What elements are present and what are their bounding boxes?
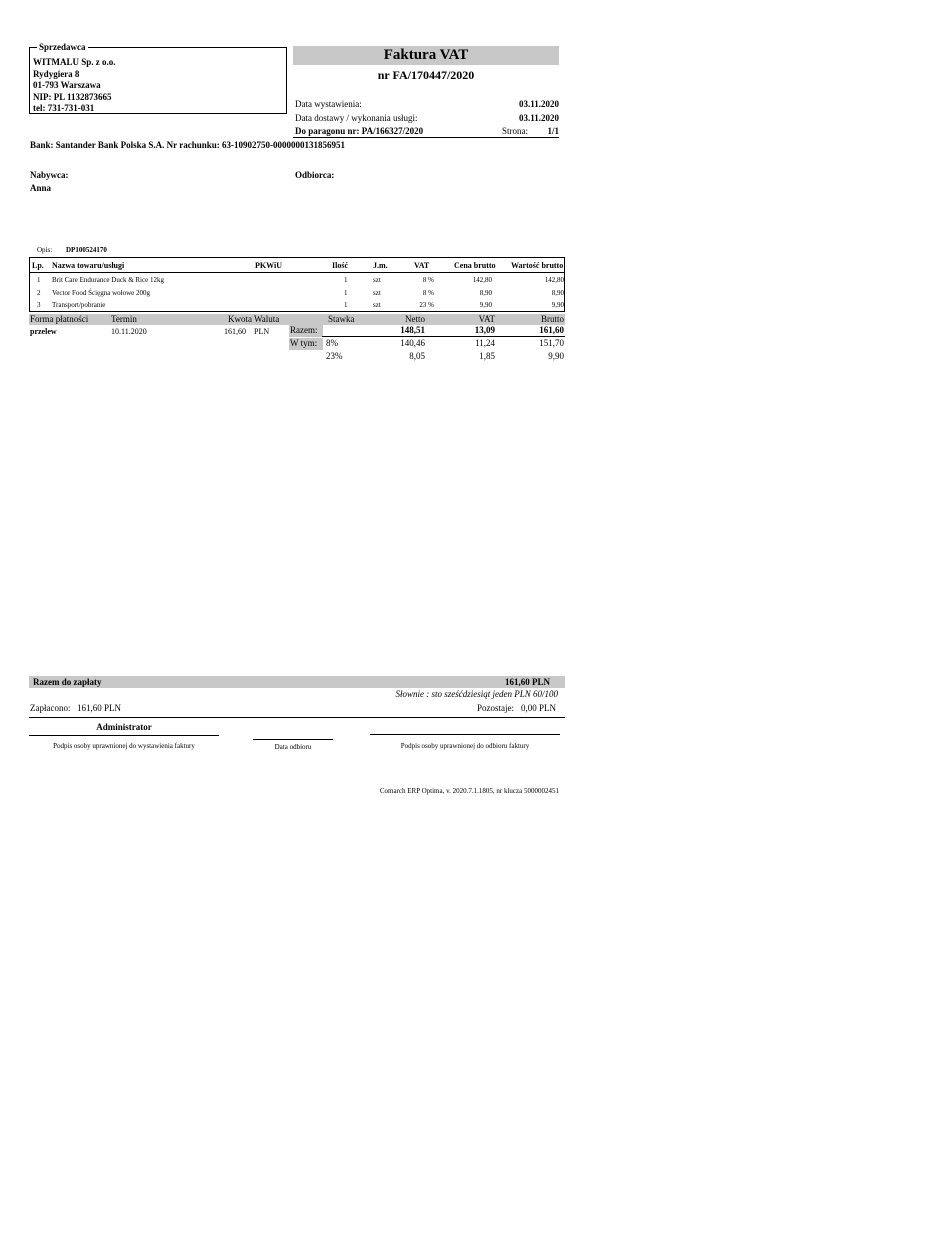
item-lp: 3 [37, 301, 41, 309]
item-price: 9,90 [479, 301, 492, 309]
seller-city: 01-793 Warszawa [33, 80, 101, 90]
total-in-words: Słownie : sto sześćdziesiąt jeden PLN 60/100 [395, 689, 558, 699]
item-vat: 8 % [422, 289, 434, 297]
issuer-name: Administrator [96, 722, 152, 732]
summary-divider [29, 717, 565, 718]
vat-total-label: Razem: [289, 325, 323, 337]
buyer-label: Nabywca: [30, 170, 69, 180]
payment-header-currency: Waluta [254, 314, 280, 324]
paid-label: Zapłacono: [30, 703, 71, 713]
vat-row-rate: 8% [326, 338, 338, 348]
bank-line: Bank: Santander Bank Polska S.A. Nr rachunku: 63-10902750-0000000131856951 [30, 140, 345, 150]
page-value: 1/1 [547, 126, 559, 136]
items-header-name: Nazwa towaru/usługi [52, 261, 125, 270]
payment-header-amount: Kwota [228, 314, 252, 324]
item-unit: szt [373, 276, 381, 284]
paid-value: 161,60 PLN [77, 703, 122, 713]
item-price: 8,90 [479, 289, 492, 297]
seller-tel: tel: 731-731-031 [33, 103, 95, 113]
software-footer: Comarch ERP Optima, v. 2020.7.1.1805, nr klucza 5000002451 [379, 787, 559, 795]
item-name: Vector Food Ścięgna wołowe 200g [52, 289, 150, 297]
vat-row-gross: 9,90 [548, 351, 564, 361]
total-value: 161,60 PLN [505, 677, 550, 687]
vat-total-divider [322, 336, 565, 337]
items-header-qty: Ilość [332, 261, 348, 270]
page-label: Strona: [502, 126, 528, 136]
issuer-caption: Podpis osoby uprawnionej do wystawienia faktury [53, 742, 195, 750]
receiver-caption: Podpis osoby uprawnionej do odbioru faktury [400, 742, 530, 750]
vat-row-net: 140,46 [400, 338, 425, 348]
vat-row-gross: 151,70 [539, 338, 564, 348]
items-header-divider [29, 272, 565, 273]
item-name: Transport/pobranie [52, 301, 106, 309]
items-header-lp: Lp. [32, 261, 44, 270]
vat-header-gross: Brutto [540, 314, 564, 324]
item-value: 142,80 [544, 276, 564, 284]
vat-header-rate: Stawka [328, 314, 355, 324]
date-caption: Data odbioru [274, 743, 312, 751]
vat-row-net: 8,05 [409, 351, 425, 361]
item-unit: szt [373, 301, 381, 309]
seller-name: WITMALU Sp. z o.o. [33, 57, 116, 67]
payment-header-term: Termin [111, 314, 137, 324]
seller-street: Rydygiera 8 [33, 69, 80, 79]
remaining-value: 0,00 PLN [520, 703, 556, 713]
item-qty: 1 [344, 276, 348, 284]
item-lp: 1 [37, 276, 41, 284]
item-value: 9,90 [551, 301, 564, 309]
total-label: Razem do zapłaty [33, 677, 102, 687]
payment-header-form: Forma płatności [30, 314, 89, 324]
items-header-unit: J.m. [373, 261, 388, 270]
vat-total-vat: 13,09 [474, 325, 495, 335]
items-header-price: Cena brutto [454, 261, 496, 270]
vat-total-gross: 161,60 [539, 325, 564, 335]
invoice-title: Faktura VAT [383, 47, 469, 63]
buyer-name: Anna [30, 183, 52, 193]
items-header-vat: VAT [414, 261, 430, 270]
receipt-number: Do paragonu nr: PA/166327/2020 [295, 126, 424, 136]
seller-legend: Sprzedawca [39, 42, 86, 52]
description-value: DP100524170 [66, 246, 107, 254]
items-header-pkwiu: PKWiU [255, 261, 282, 270]
issue-date: 03.11.2020 [518, 99, 559, 109]
delivery-date: 03.11.2020 [518, 113, 559, 123]
payment-amount: 161,60 [224, 327, 246, 336]
header-divider [293, 137, 559, 138]
item-value: 8,90 [551, 289, 564, 297]
items-header-value: Wartość brutto [511, 261, 564, 270]
issuer-signature-line [29, 735, 219, 736]
receiver-signature-line [370, 734, 560, 735]
invoice-number: nr FA/170447/2020 [377, 68, 475, 82]
vat-row-vat: 1,85 [479, 351, 495, 361]
item-lp: 2 [37, 289, 41, 297]
description-label: Opis: [37, 246, 53, 254]
item-qty: 1 [344, 289, 348, 297]
vat-total-net: 148,51 [400, 325, 425, 335]
payment-form: przelew [30, 327, 57, 336]
payment-term: 10.11.2020 [111, 327, 147, 336]
vat-row-vat: 11,24 [475, 338, 495, 348]
vat-row-rate: 23% [326, 351, 343, 361]
vat-header-net: Netto [405, 314, 425, 324]
vat-header-vat: VAT [478, 314, 495, 324]
item-qty: 1 [344, 301, 348, 309]
vat-including-label: W tym: [289, 338, 323, 350]
item-price: 142,80 [472, 276, 492, 284]
remaining-label: Pozostaje: [477, 703, 514, 713]
issue-date-label: Data wystawienia: [295, 99, 362, 109]
item-name: Brit Care Endurance Duck & Rice 12kg [52, 276, 164, 284]
delivery-date-label: Data dostawy / wykonania usługi: [295, 113, 418, 123]
item-vat: 23 % [419, 301, 434, 309]
date-signature-line [253, 739, 333, 740]
item-unit: szt [373, 289, 381, 297]
payment-currency: PLN [254, 327, 270, 336]
seller-nip: NIP: PL 1132873665 [33, 92, 112, 102]
item-vat: 8 % [422, 276, 434, 284]
recipient-label: Odbiorca: [295, 170, 335, 180]
